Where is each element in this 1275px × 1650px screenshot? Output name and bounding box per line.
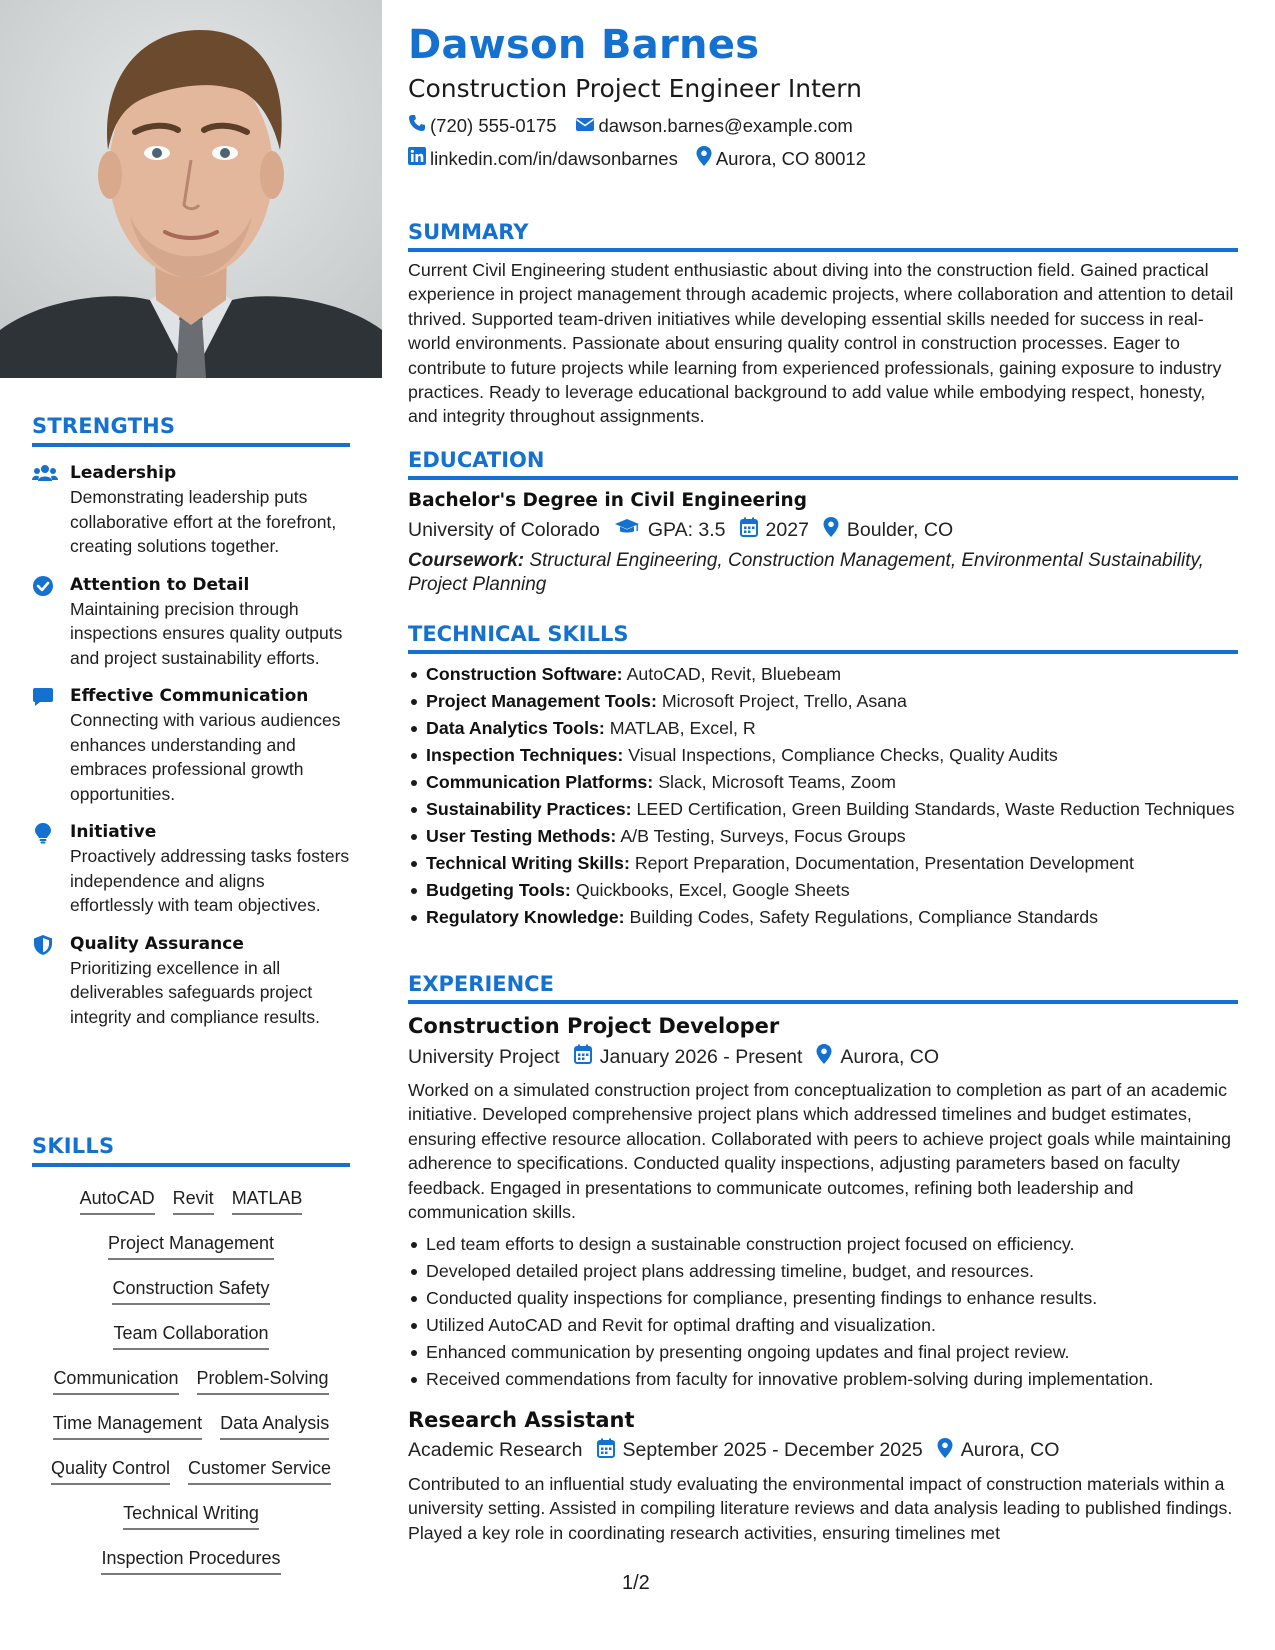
education-heading: EDUCATION <box>408 448 1238 480</box>
skill-tag: Problem-Solving <box>197 1367 329 1395</box>
skill-category: Construction Software: <box>426 664 623 684</box>
list-item <box>408 716 1238 741</box>
strength-item <box>32 820 350 918</box>
list-item: Utilized AutoCAD and Revit for optimal drafting and visualization. <box>408 1313 1238 1338</box>
school-text: University of Colorado <box>408 518 600 541</box>
linkedin-contact[interactable] <box>408 146 678 171</box>
summary-heading: SUMMARY <box>408 220 1238 252</box>
list-item <box>408 851 1238 876</box>
strength-item <box>32 461 350 559</box>
strength-description: Proactively addressing tasks fosters independence and aligns effortlessly with team objectives. <box>70 846 350 915</box>
chat-bubble-icon <box>32 686 56 708</box>
map-pin-icon <box>696 146 712 171</box>
skill-values: Microsoft Project, Trello, Asana <box>661 691 907 711</box>
technical-skills-heading: TECHNICAL SKILLS <box>408 622 1238 654</box>
job-dates <box>574 1044 803 1070</box>
school-location-text: Boulder, CO <box>846 518 954 541</box>
skill-tag: Project Management <box>108 1232 274 1260</box>
list-item <box>408 905 1238 930</box>
degree-title: Bachelor's Degree in Civil Engineering <box>408 490 807 511</box>
skill-values: LEED Certification, Green Building Standards, Waste Reduction Techniques <box>636 799 1235 819</box>
strengths-section <box>32 414 350 1029</box>
strength-item <box>32 932 350 1030</box>
skill-values: Quickbooks, Excel, Google Sheets <box>575 880 850 900</box>
job-org <box>408 1439 583 1462</box>
skill-row <box>32 1232 350 1277</box>
skill-tag: Revit <box>173 1187 214 1215</box>
skill-row <box>32 1412 350 1457</box>
calendar-icon <box>740 517 758 543</box>
summary-text: Current Civil Engineering student enthusiastic about diving into the construction field. Gained practical experience in project management through academic projects, where collaboration and attention to detail thrived. Supported team-driven initiatives while developing essential skills needed for success in real-world environments. Passionate about ensuring quality control in construction processes. Eager to contribute to future projects while learning from experienced professionals, gaining exposure to industry practices. Ready to leverage educational background to add value while embodying respect, honesty, and integrity throughout assignments. <box>408 260 1234 427</box>
job-title: Construction Project Developer <box>408 1014 780 1038</box>
strength-title: Quality Assurance <box>70 933 244 954</box>
skill-row <box>32 1187 350 1232</box>
skill-tag: Time Management <box>53 1412 202 1440</box>
coursework-label: Coursework: <box>408 550 525 571</box>
list-item <box>408 689 1238 714</box>
map-pin-icon <box>816 1044 832 1070</box>
lightbulb-icon <box>32 822 56 844</box>
year-item <box>740 517 809 543</box>
year-text: 2027 <box>765 518 809 541</box>
contact-row <box>408 146 866 171</box>
list-item: Enhanced communication by presenting ongoing updates and final project review. <box>408 1340 1238 1365</box>
map-pin-icon <box>937 1438 953 1464</box>
sidebar <box>0 0 382 1650</box>
skill-values: A/B Testing, Surveys, Focus Groups <box>620 826 906 846</box>
job-summary: Contributed to an influential study evaluating the environmental impact of construction materials within a university setting. Assisted in compiling literature reviews and data analysis leading to published findings. Played a key role in coordinating research activities, ensuring timelines met <box>408 1473 1233 1543</box>
graduation-cap-icon <box>614 518 640 542</box>
skill-category: User Testing Methods: <box>426 826 617 846</box>
skill-row <box>32 1367 350 1412</box>
job-summary: Worked on a simulated construction project from conceptualization to completion as part of an academic initiative. Developed comprehensive project plans which addressed timelines and budget estimates, ensuring effective resource allocation. Collaborated with peers to achieve project goals while maintaining adherence to specifications. Conducted quality inspections, adjusting parameters based on faculty feedback. Engaged in presentations to communicate outcomes, refining both leadership and communication skills. <box>408 1080 1232 1223</box>
calendar-icon <box>597 1438 615 1464</box>
linkedin-url[interactable]: linkedin.com/in/dawsonbarnes <box>430 147 678 169</box>
map-pin-icon <box>823 517 839 543</box>
skill-tags <box>32 1187 350 1592</box>
skill-tag: Data Analysis <box>220 1412 329 1440</box>
phone-icon <box>408 114 426 137</box>
job-location <box>816 1044 939 1070</box>
check-circle-icon <box>32 575 56 597</box>
list-item <box>408 797 1238 822</box>
linkedin-icon <box>408 147 426 170</box>
phone-number: (720) 555-0175 <box>430 114 557 136</box>
job-dates-text: January 2026 - Present <box>599 1045 803 1068</box>
strength-description: Demonstrating leadership puts collaborative effort at the forefront, creating solutions together. <box>70 487 337 556</box>
contact-row <box>408 114 853 137</box>
strength-title: Attention to Detail <box>70 574 250 595</box>
skill-tag: Construction Safety <box>112 1277 269 1305</box>
skill-category: Inspection Techniques: <box>426 745 624 765</box>
job-location-text: Aurora, CO <box>840 1045 940 1068</box>
skill-values: Visual Inspections, Compliance Checks, Quality Audits <box>628 745 1058 765</box>
skill-row <box>32 1547 350 1592</box>
job-dates <box>597 1438 923 1464</box>
location-text: Aurora, CO 80012 <box>715 147 866 169</box>
job-title: Research Assistant <box>408 1407 635 1432</box>
users-icon <box>32 463 56 485</box>
strength-title: Leadership <box>70 463 177 483</box>
technical-skills-section <box>408 622 1238 932</box>
skill-tag: Inspection Procedures <box>101 1547 280 1575</box>
technical-skills-list <box>408 662 1238 930</box>
list-item <box>408 662 1238 687</box>
skill-values: AutoCAD, Revit, Bluebeam <box>626 664 842 684</box>
skill-tag: AutoCAD <box>80 1187 155 1215</box>
experience-section <box>408 972 1238 1545</box>
list-item: Received commendations from faculty for innovative problem-solving during implementation. <box>408 1367 1238 1392</box>
job-location <box>937 1438 1060 1464</box>
job-location-text: Aurora, CO <box>960 1439 1060 1462</box>
skill-tag: Quality Control <box>51 1457 170 1485</box>
education-meta <box>408 517 1238 543</box>
skill-category: Data Analytics Tools: <box>426 718 605 738</box>
list-item <box>408 824 1238 849</box>
job-dates-text: September 2025 - December 2025 <box>622 1439 923 1462</box>
education-section <box>408 448 1238 597</box>
skill-tag: Communication <box>53 1367 178 1395</box>
skill-values: Report Preparation, Documentation, Presentation Development <box>634 853 1134 873</box>
list-item <box>408 743 1238 768</box>
list-item: Conducted quality inspections for compliance, presenting findings to enhance results. <box>408 1286 1238 1311</box>
strength-item <box>32 573 350 671</box>
skill-values: Slack, Microsoft Teams, Zoom <box>658 772 896 792</box>
skill-row <box>32 1457 350 1502</box>
job-meta <box>408 1438 1238 1464</box>
skill-row <box>32 1322 350 1367</box>
job-org-text: University Project <box>408 1045 560 1068</box>
skill-tag: Technical Writing <box>123 1502 259 1530</box>
gpa-item <box>614 518 726 542</box>
skill-category: Regulatory Knowledge: <box>426 907 625 927</box>
profile-photo <box>0 0 382 378</box>
coursework-list: Structural Engineering, Construction Management, Environmental Sustainability, Project Planning <box>408 550 1204 595</box>
page-number: 1/2 <box>622 1572 650 1594</box>
strengths-heading: STRENGTHS <box>32 414 350 447</box>
coursework <box>408 549 1238 597</box>
skill-row <box>32 1502 350 1547</box>
skill-tag: MATLAB <box>232 1187 303 1215</box>
skill-tag: Customer Service <box>188 1457 331 1485</box>
job-role: Construction Project Engineer Intern <box>408 74 862 103</box>
location-contact <box>696 146 866 171</box>
job-org-text: Academic Research <box>408 1439 583 1462</box>
job-org <box>408 1046 560 1069</box>
list-item: Developed detailed project plans addressing timeline, budget, and resources. <box>408 1259 1238 1284</box>
strength-description: Prioritizing excellence in all deliverables safeguards project integrity and compliance results. <box>70 957 320 1027</box>
strength-description: Maintaining precision through inspections ensures quality outputs and project sustainability efforts. <box>70 598 343 668</box>
skill-category: Technical Writing Skills: <box>426 853 630 873</box>
strength-description: Connecting with various audiences enhances understanding and embraces professional growth opportunities. <box>70 710 341 804</box>
email-contact[interactable] <box>575 114 853 137</box>
skill-category: Project Management Tools: <box>426 691 657 711</box>
strength-item <box>32 684 350 806</box>
phone-contact <box>408 114 557 137</box>
skill-category: Budgeting Tools: <box>426 880 571 900</box>
school-name <box>408 519 600 542</box>
strength-title: Effective Communication <box>70 686 309 706</box>
list-item: Led team efforts to design a sustainable construction project focused on efficiency. <box>408 1232 1238 1257</box>
summary-section <box>408 220 1238 429</box>
school-location-item <box>823 517 953 543</box>
skill-row <box>32 1277 350 1322</box>
email-address[interactable]: dawson.barnes@example.com <box>598 114 853 136</box>
job-bullets <box>408 1232 1238 1392</box>
skill-category: Communication Platforms: <box>426 772 654 792</box>
experience-heading: EXPERIENCE <box>408 972 1238 1004</box>
skill-category: Sustainability Practices: <box>426 799 632 819</box>
gpa-text: GPA: 3.5 <box>647 518 726 541</box>
candidate-name: Dawson Barnes <box>408 22 760 68</box>
skill-values: MATLAB, Excel, R <box>609 718 756 738</box>
skill-values: Building Codes, Safety Regulations, Compliance Standards <box>629 907 1099 927</box>
job-meta <box>408 1044 1238 1070</box>
envelope-icon <box>575 115 595 137</box>
skills-section <box>32 1134 350 1592</box>
list-item <box>408 878 1238 903</box>
skills-heading: SKILLS <box>32 1134 350 1167</box>
list-item <box>408 770 1238 795</box>
calendar-icon <box>574 1044 592 1070</box>
skill-tag: Team Collaboration <box>113 1322 268 1350</box>
shield-icon <box>32 934 56 956</box>
strength-title: Initiative <box>70 822 157 842</box>
